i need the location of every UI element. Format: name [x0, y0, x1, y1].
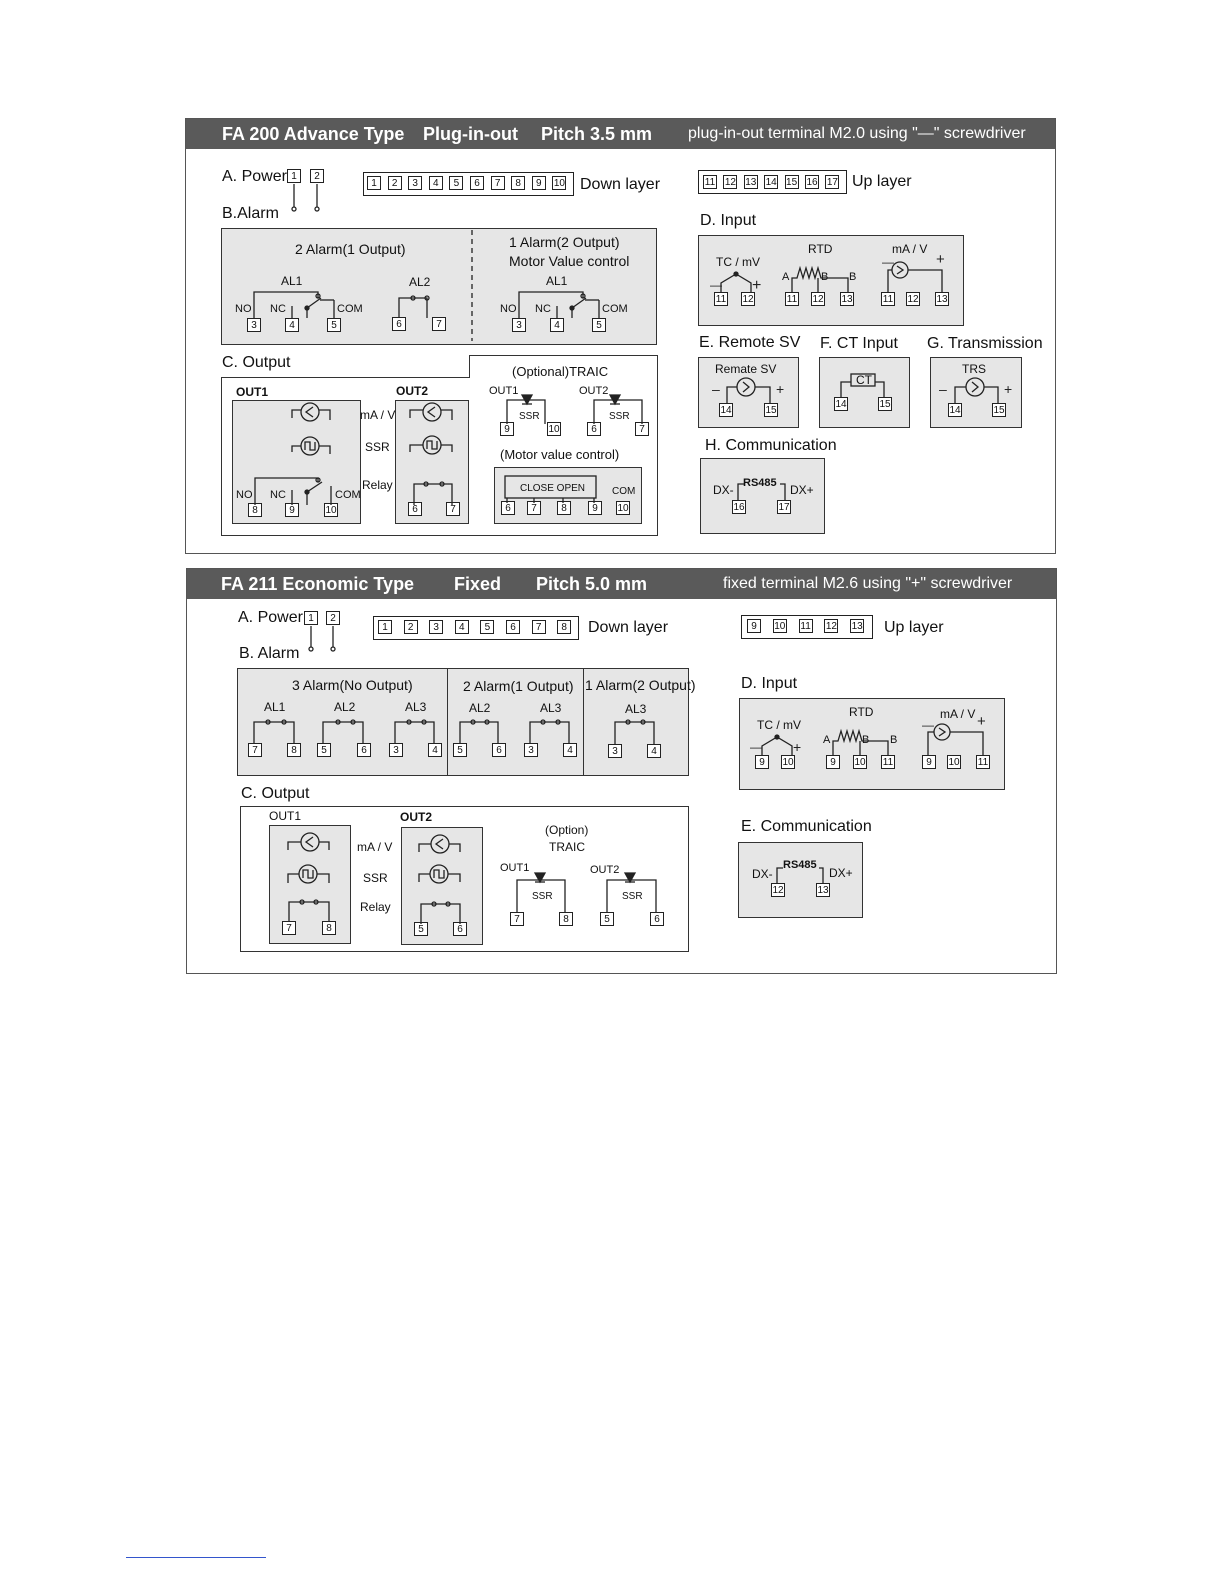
ssr-label: SSR	[365, 440, 390, 454]
svg-text:+: +	[752, 277, 762, 294]
triac-ssr-label: SSR	[609, 411, 630, 422]
terminal: 16	[806, 177, 818, 188]
terminal: 9	[755, 755, 769, 769]
terminal: 10	[774, 621, 786, 632]
terminal: 8	[559, 912, 573, 926]
terminal: 10	[948, 757, 960, 768]
ma-v-label: mA / V	[357, 840, 393, 854]
alarm-nc-label: NC	[270, 303, 286, 315]
al3-label: AL3	[540, 701, 562, 715]
rs485-label: RS485	[783, 859, 817, 871]
terminal: 6	[587, 422, 601, 436]
terminal: 11	[715, 294, 727, 305]
rtd-b-label: B	[890, 734, 898, 746]
triac-ssr-label: SSR	[519, 411, 540, 422]
triac-out2-label: OUT2	[579, 385, 609, 397]
terminal: 15	[879, 399, 891, 410]
al1-label: AL1	[264, 700, 286, 714]
triac-ssr-label: SSR	[622, 891, 643, 902]
out1-label: OUT1	[269, 809, 302, 823]
terminal: 8	[248, 503, 262, 517]
terminal: 4	[550, 318, 564, 332]
svg-text:+: +	[977, 713, 986, 730]
terminal: 13	[817, 885, 829, 896]
terminal: 12	[907, 294, 919, 305]
ssr-label: SSR	[363, 871, 388, 885]
terminal: 3	[429, 620, 443, 634]
fa200-model: FA 200 Advance Type	[222, 124, 405, 144]
al3-label: AL3	[405, 700, 427, 714]
triac-out2-label: OUT2	[590, 864, 620, 876]
terminal: 16	[733, 502, 745, 513]
terminal: 6	[492, 743, 506, 757]
svg-text:—: —	[882, 255, 894, 269]
trs-inner: TRS	[962, 362, 986, 376]
terminal: 15	[993, 405, 1005, 416]
terminal: 8	[322, 921, 336, 935]
terminal: 17	[826, 177, 838, 188]
fa211-screw-note: fixed terminal M2.6 using "+" screwdriver	[723, 575, 1013, 592]
terminal: 1	[287, 169, 301, 183]
terminal: 12	[825, 621, 837, 632]
svg-text:—: —	[710, 278, 722, 292]
terminal: 7	[635, 422, 649, 436]
terminal: 1	[367, 176, 381, 190]
relay-label: Relay	[360, 900, 391, 914]
relay-label: Relay	[362, 478, 393, 492]
triac-out1-label: OUT1	[500, 862, 530, 874]
fa211-input-label: D. Input	[741, 675, 798, 692]
tc-label: TC / mV	[757, 718, 801, 732]
ct-input-box	[819, 357, 910, 428]
terminal: 7	[527, 501, 541, 515]
terminal: 8	[287, 743, 301, 757]
triac-out1-label: OUT1	[489, 385, 519, 397]
rtd-b-label: B	[862, 734, 870, 746]
fa200-header	[186, 119, 1055, 149]
fa200-comm-label: H. Communication	[705, 437, 837, 454]
fa200-output-label: C. Output	[222, 354, 291, 371]
terminal: 14	[720, 405, 732, 416]
terminal: 5	[600, 912, 614, 926]
terminal: 1	[378, 620, 392, 634]
dx-minus-label: DX-	[752, 867, 773, 881]
alarm-title: Motor Value control	[509, 253, 630, 269]
fa200-power-label: A. Power	[222, 168, 287, 185]
fa211-header	[187, 569, 1056, 599]
terminal: 6	[470, 176, 484, 190]
terminal: 10	[548, 424, 560, 435]
terminal: 5	[414, 922, 428, 936]
terminal: 17	[778, 502, 790, 513]
terminal: 7	[532, 620, 546, 634]
terminal: 11	[786, 294, 798, 305]
terminal: 10	[854, 757, 866, 768]
terminal: 6	[506, 620, 520, 634]
out1-label: OUT1	[236, 385, 269, 399]
fa200-down-layer-label: Down layer	[580, 176, 661, 193]
ct-inner: CT	[856, 373, 872, 387]
rtd-a-label: A	[782, 271, 790, 283]
svg-text:+: +	[1004, 381, 1013, 397]
terminal: 3	[389, 743, 403, 757]
terminal: 2	[404, 620, 418, 634]
terminal: 15	[786, 177, 798, 188]
alarm-nc-label: NC	[535, 303, 551, 315]
alarm-title: 2 Alarm(1 Output)	[463, 678, 574, 694]
svg-text:+: +	[776, 381, 785, 397]
alarm-al1-label: AL1	[546, 274, 568, 288]
terminal: 10	[325, 505, 337, 516]
fa200-screw-note: plug-in-out terminal M2.0 using "—" screwdriver	[688, 125, 1026, 142]
terminal: 5	[317, 743, 331, 757]
triac-title: (Option)	[545, 823, 589, 837]
rtd-b-label: B	[821, 271, 829, 283]
dx-plus-label: DX+	[790, 483, 814, 497]
terminal: 9	[500, 422, 514, 436]
terminal: 10	[617, 503, 629, 514]
svg-text:—: —	[750, 740, 762, 754]
terminal: 7	[510, 912, 524, 926]
terminal: 15	[765, 405, 777, 416]
out2-label: OUT2	[400, 810, 433, 824]
rtd-label: RTD	[849, 705, 874, 719]
alarm-no-label: NO	[500, 303, 517, 315]
terminal: 9	[285, 503, 299, 517]
remote-sv-inner: Remate SV	[715, 362, 777, 376]
terminal: 12	[724, 177, 736, 188]
transmission-label: G. Transmission	[927, 335, 1043, 352]
terminal: 3	[608, 744, 622, 758]
fa211-model: FA 211 Economic Type	[221, 574, 415, 594]
terminal: 9	[532, 176, 546, 190]
motor-title: (Motor value control)	[500, 447, 620, 462]
terminal: 12	[812, 294, 824, 305]
terminal: 14	[949, 405, 961, 416]
terminal: 5	[453, 743, 467, 757]
alarm-com-label: COM	[337, 303, 363, 315]
svg-text:+: +	[936, 251, 945, 268]
alarm-com-label: COM	[602, 303, 628, 315]
terminal: 9	[588, 501, 602, 515]
terminal: 11	[800, 621, 811, 632]
terminal: 11	[704, 177, 716, 188]
terminal: 13	[841, 294, 853, 305]
terminal: 7	[446, 502, 460, 516]
terminal: 13	[936, 294, 948, 305]
fa211-pitch: Pitch 5.0 mm	[536, 574, 648, 594]
out1-no-label: NO	[236, 489, 253, 501]
ct-input-label: F. CT Input	[820, 335, 898, 352]
out1-nc-label: NC	[270, 489, 286, 501]
terminal: 9	[922, 755, 936, 769]
terminal: 2	[388, 176, 402, 190]
terminal: 7	[248, 743, 262, 757]
triac-title: TRAIC	[549, 840, 585, 854]
terminal: 10	[782, 757, 794, 768]
terminal: 12	[772, 885, 784, 896]
alarm-al1-label: AL1	[281, 274, 303, 288]
terminal: 3	[512, 318, 526, 332]
tc-label: TC / mV	[716, 255, 760, 269]
fa211-comm-label: E. Communication	[741, 818, 872, 835]
terminal: 14	[835, 399, 847, 410]
al2-label: AL2	[469, 701, 491, 715]
fa211-mount: Fixed	[454, 574, 502, 594]
terminal: 6	[501, 501, 515, 515]
terminal: 9	[747, 619, 761, 633]
fa211-output-label: C. Output	[241, 785, 310, 802]
svg-text:—: —	[922, 718, 934, 732]
fa200-pitch: Pitch 3.5 mm	[541, 124, 653, 144]
terminal: 5	[480, 620, 494, 634]
ma-label: mA / V	[892, 242, 928, 256]
triac-ssr-label: SSR	[532, 891, 553, 902]
terminal: 13	[745, 177, 757, 188]
terminal: 4	[285, 318, 299, 332]
terminal: 4	[428, 743, 442, 757]
alarm-title: 1 Alarm(2 Output)	[585, 677, 696, 693]
terminal: 13	[851, 621, 863, 632]
terminal: 1	[304, 611, 318, 625]
close-open-label: CLOSE OPEN	[520, 483, 586, 494]
terminal: 14	[765, 177, 777, 188]
out1-com-label: COM	[335, 489, 361, 501]
terminal: 5	[327, 318, 341, 332]
terminal: 6	[408, 502, 422, 516]
terminal: 9	[826, 755, 840, 769]
svg-text:–: –	[712, 381, 720, 397]
terminal: 6	[392, 317, 406, 331]
terminal: 6	[650, 912, 664, 926]
terminal: 5	[449, 176, 463, 190]
terminal: 5	[592, 318, 606, 332]
terminal: 3	[524, 743, 538, 757]
fa211-up-layer-label: Up layer	[884, 619, 944, 636]
terminal: 3	[408, 176, 422, 190]
rtd-a-label: A	[823, 734, 831, 746]
terminal: 8	[557, 501, 571, 515]
terminal: 7	[491, 176, 505, 190]
ma-v-label: mA / V	[360, 408, 396, 422]
terminal: 4	[429, 176, 443, 190]
terminal: 2	[310, 169, 324, 183]
terminal: 6	[453, 922, 467, 936]
terminal: 2	[326, 611, 340, 625]
dx-minus-label: DX-	[713, 483, 734, 497]
remote-sv-label: E. Remote SV	[699, 334, 801, 351]
fa200-up-layer-label: Up layer	[852, 173, 912, 190]
dx-plus-label: DX+	[829, 866, 853, 880]
triac-title: (Optional)TRAIC	[512, 364, 609, 379]
rtd-label: RTD	[808, 242, 833, 256]
terminal: 6	[357, 743, 371, 757]
alarm-al2-label: AL2	[409, 275, 431, 289]
terminal: 11	[882, 757, 894, 768]
rtd-b-label: B	[849, 271, 857, 283]
footer-link-underline	[126, 1557, 266, 1558]
fa211-down-layer-label: Down layer	[588, 619, 669, 636]
terminal: 7	[432, 317, 446, 331]
out2-label: OUT2	[396, 384, 429, 398]
terminal: 3	[247, 318, 261, 332]
terminal: 11	[977, 757, 989, 768]
terminal: 8	[511, 176, 525, 190]
fa200-mount: Plug-in-out	[423, 124, 518, 144]
fa211-power-label: A. Power	[238, 609, 303, 626]
svg-text:–: –	[939, 381, 947, 397]
terminal: 4	[455, 620, 469, 634]
terminal: 7	[282, 921, 296, 935]
fa200-input-label: D. Input	[700, 212, 757, 229]
terminal: 11	[882, 294, 894, 305]
al2-label: AL2	[334, 700, 356, 714]
terminal: 4	[647, 744, 661, 758]
svg-text:+: +	[793, 739, 802, 755]
alarm-title: 3 Alarm(No Output)	[292, 677, 413, 693]
alarm-title: 1 Alarm(2 Output)	[509, 234, 620, 250]
terminal: 4	[563, 743, 577, 757]
alarm-no-label: NO	[235, 303, 252, 315]
terminal: 8	[557, 620, 571, 634]
fa200-alarm-label: B.Alarm	[222, 205, 279, 222]
terminal: 10	[553, 178, 565, 189]
ma-label: mA / V	[940, 707, 976, 721]
rs485-label: RS485	[743, 477, 777, 489]
motor-com-label: COM	[612, 486, 636, 497]
terminal: 12	[742, 294, 754, 305]
al3-label: AL3	[625, 702, 647, 716]
alarm-title: 2 Alarm(1 Output)	[295, 241, 406, 257]
fa211-alarm-label: B. Alarm	[239, 645, 300, 662]
